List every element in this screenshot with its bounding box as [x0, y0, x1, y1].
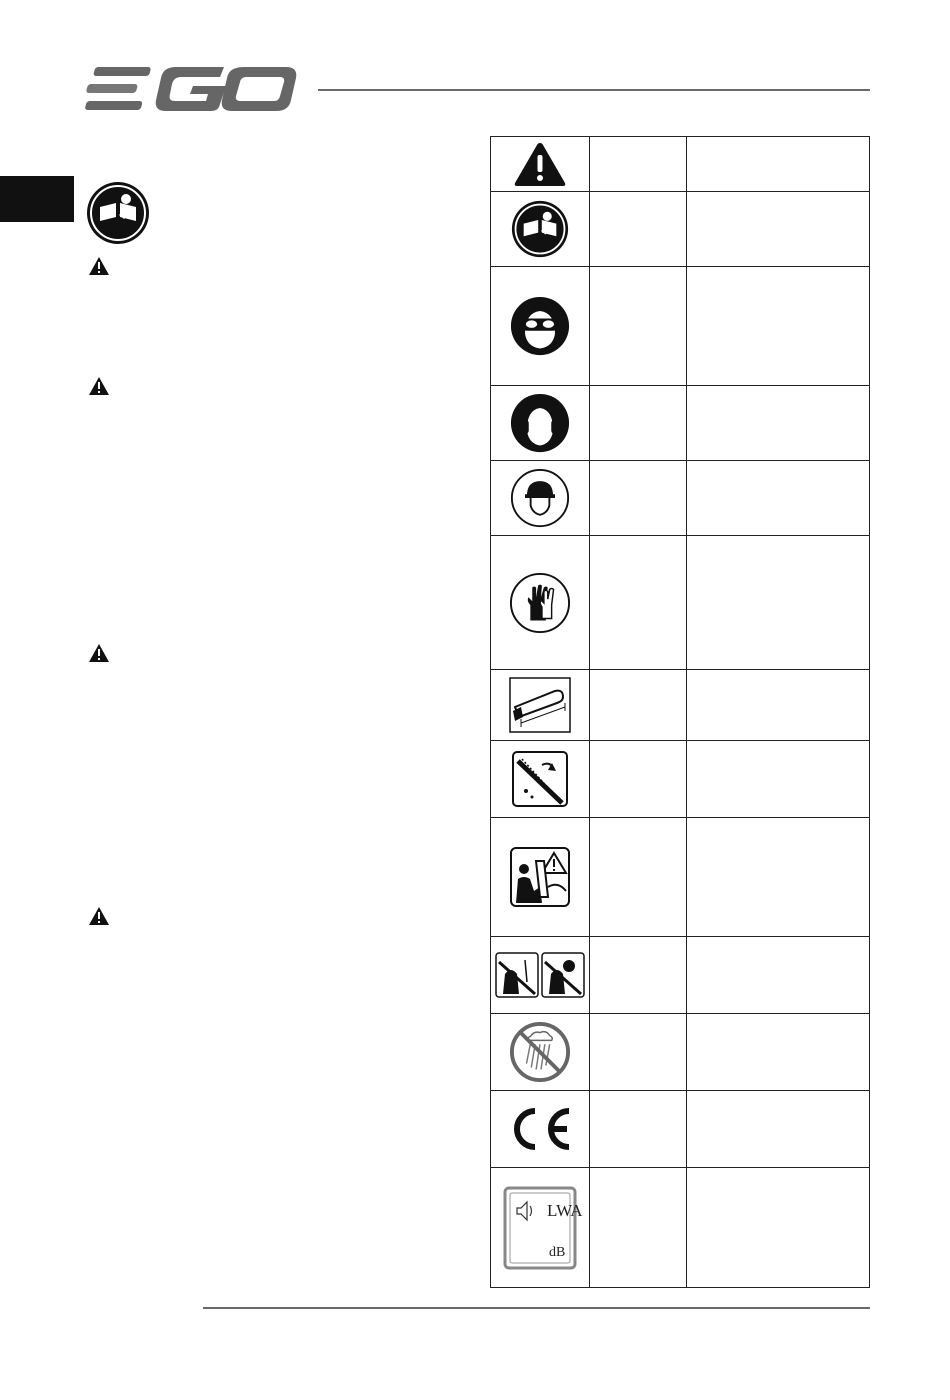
symbol-name-cell [590, 461, 687, 536]
symbol-cell [491, 267, 590, 386]
symbol-cell [491, 386, 590, 461]
symbol-description-cell [687, 536, 870, 670]
do-not-expose-to-rain-icon [509, 1021, 571, 1083]
table-row [491, 1014, 870, 1091]
table-row [491, 137, 870, 192]
table-row [491, 937, 870, 1014]
read-manual-icon [86, 181, 150, 245]
symbol-description-cell [687, 1168, 870, 1288]
symbol-name-cell [590, 937, 687, 1014]
ce-mark-icon [507, 1105, 573, 1153]
table-row [491, 741, 870, 818]
symbol-description-cell [687, 670, 870, 741]
kickback-warning-icon [512, 751, 568, 807]
table-row [491, 461, 870, 536]
symbol-name-cell [590, 1014, 687, 1091]
symbol-cell [491, 137, 590, 192]
symbol-cell [491, 536, 590, 670]
symbol-name-cell [590, 192, 687, 267]
bar-length-icon [509, 677, 571, 733]
sound-power-level-icon [503, 1186, 583, 1270]
warning-triangle-icon [88, 906, 110, 926]
symbol-description-cell [687, 937, 870, 1014]
ego-logo [86, 64, 298, 114]
symbol-name-cell [590, 1168, 687, 1288]
symbol-description-cell [687, 1014, 870, 1091]
symbol-description-cell [687, 137, 870, 192]
symbol-description-cell [687, 818, 870, 937]
symbols-table [490, 136, 870, 1288]
warning-triangle-icon [88, 643, 110, 663]
symbol-cell [491, 461, 590, 536]
symbol-cell [491, 1091, 590, 1168]
symbol-name-cell [590, 386, 687, 461]
table-row [491, 1091, 870, 1168]
table-row [491, 1168, 870, 1288]
protective-gloves-icon [509, 572, 571, 634]
head-protection-icon [510, 468, 570, 528]
table-row [491, 536, 870, 670]
warning-triangle-icon [88, 376, 110, 396]
read-manual-icon [511, 200, 569, 258]
lwa-label: LWA [547, 1200, 583, 1220]
symbol-name-cell [590, 137, 687, 192]
symbol-name-cell [590, 267, 687, 386]
symbol-cell [491, 937, 590, 1014]
table-row [491, 818, 870, 937]
header-rule [318, 89, 870, 91]
symbol-cell [491, 1014, 590, 1091]
symbol-name-cell [590, 536, 687, 670]
symbol-description-cell [687, 386, 870, 461]
symbol-cell [491, 670, 590, 741]
symbol-cell [491, 818, 590, 937]
symbol-name-cell [590, 741, 687, 818]
symbol-description-cell [687, 1091, 870, 1168]
symbol-cell [491, 1168, 590, 1288]
symbol-name-cell [590, 818, 687, 937]
symbol-description-cell [687, 461, 870, 536]
symbol-cell [491, 741, 590, 818]
table-row [491, 192, 870, 267]
table-row [491, 386, 870, 461]
warning-triangle-icon [88, 256, 110, 276]
warning-triangle-icon [513, 141, 567, 187]
one-hand-operation-prohibited-icon [495, 952, 585, 998]
footer-rule [203, 1307, 870, 1309]
overhead-cutting-warning-icon [510, 847, 570, 907]
symbol-description-cell [687, 267, 870, 386]
table-row [491, 267, 870, 386]
symbol-cell [491, 192, 590, 267]
ear-protection-icon [510, 393, 570, 453]
symbol-description-cell [687, 192, 870, 267]
db-label: dB [549, 1244, 566, 1260]
symbol-name-cell [590, 670, 687, 741]
symbol-name-cell [590, 1091, 687, 1168]
table-row [491, 670, 870, 741]
language-tab [0, 176, 74, 222]
eye-protection-icon [510, 296, 570, 356]
symbol-description-cell [687, 741, 870, 818]
